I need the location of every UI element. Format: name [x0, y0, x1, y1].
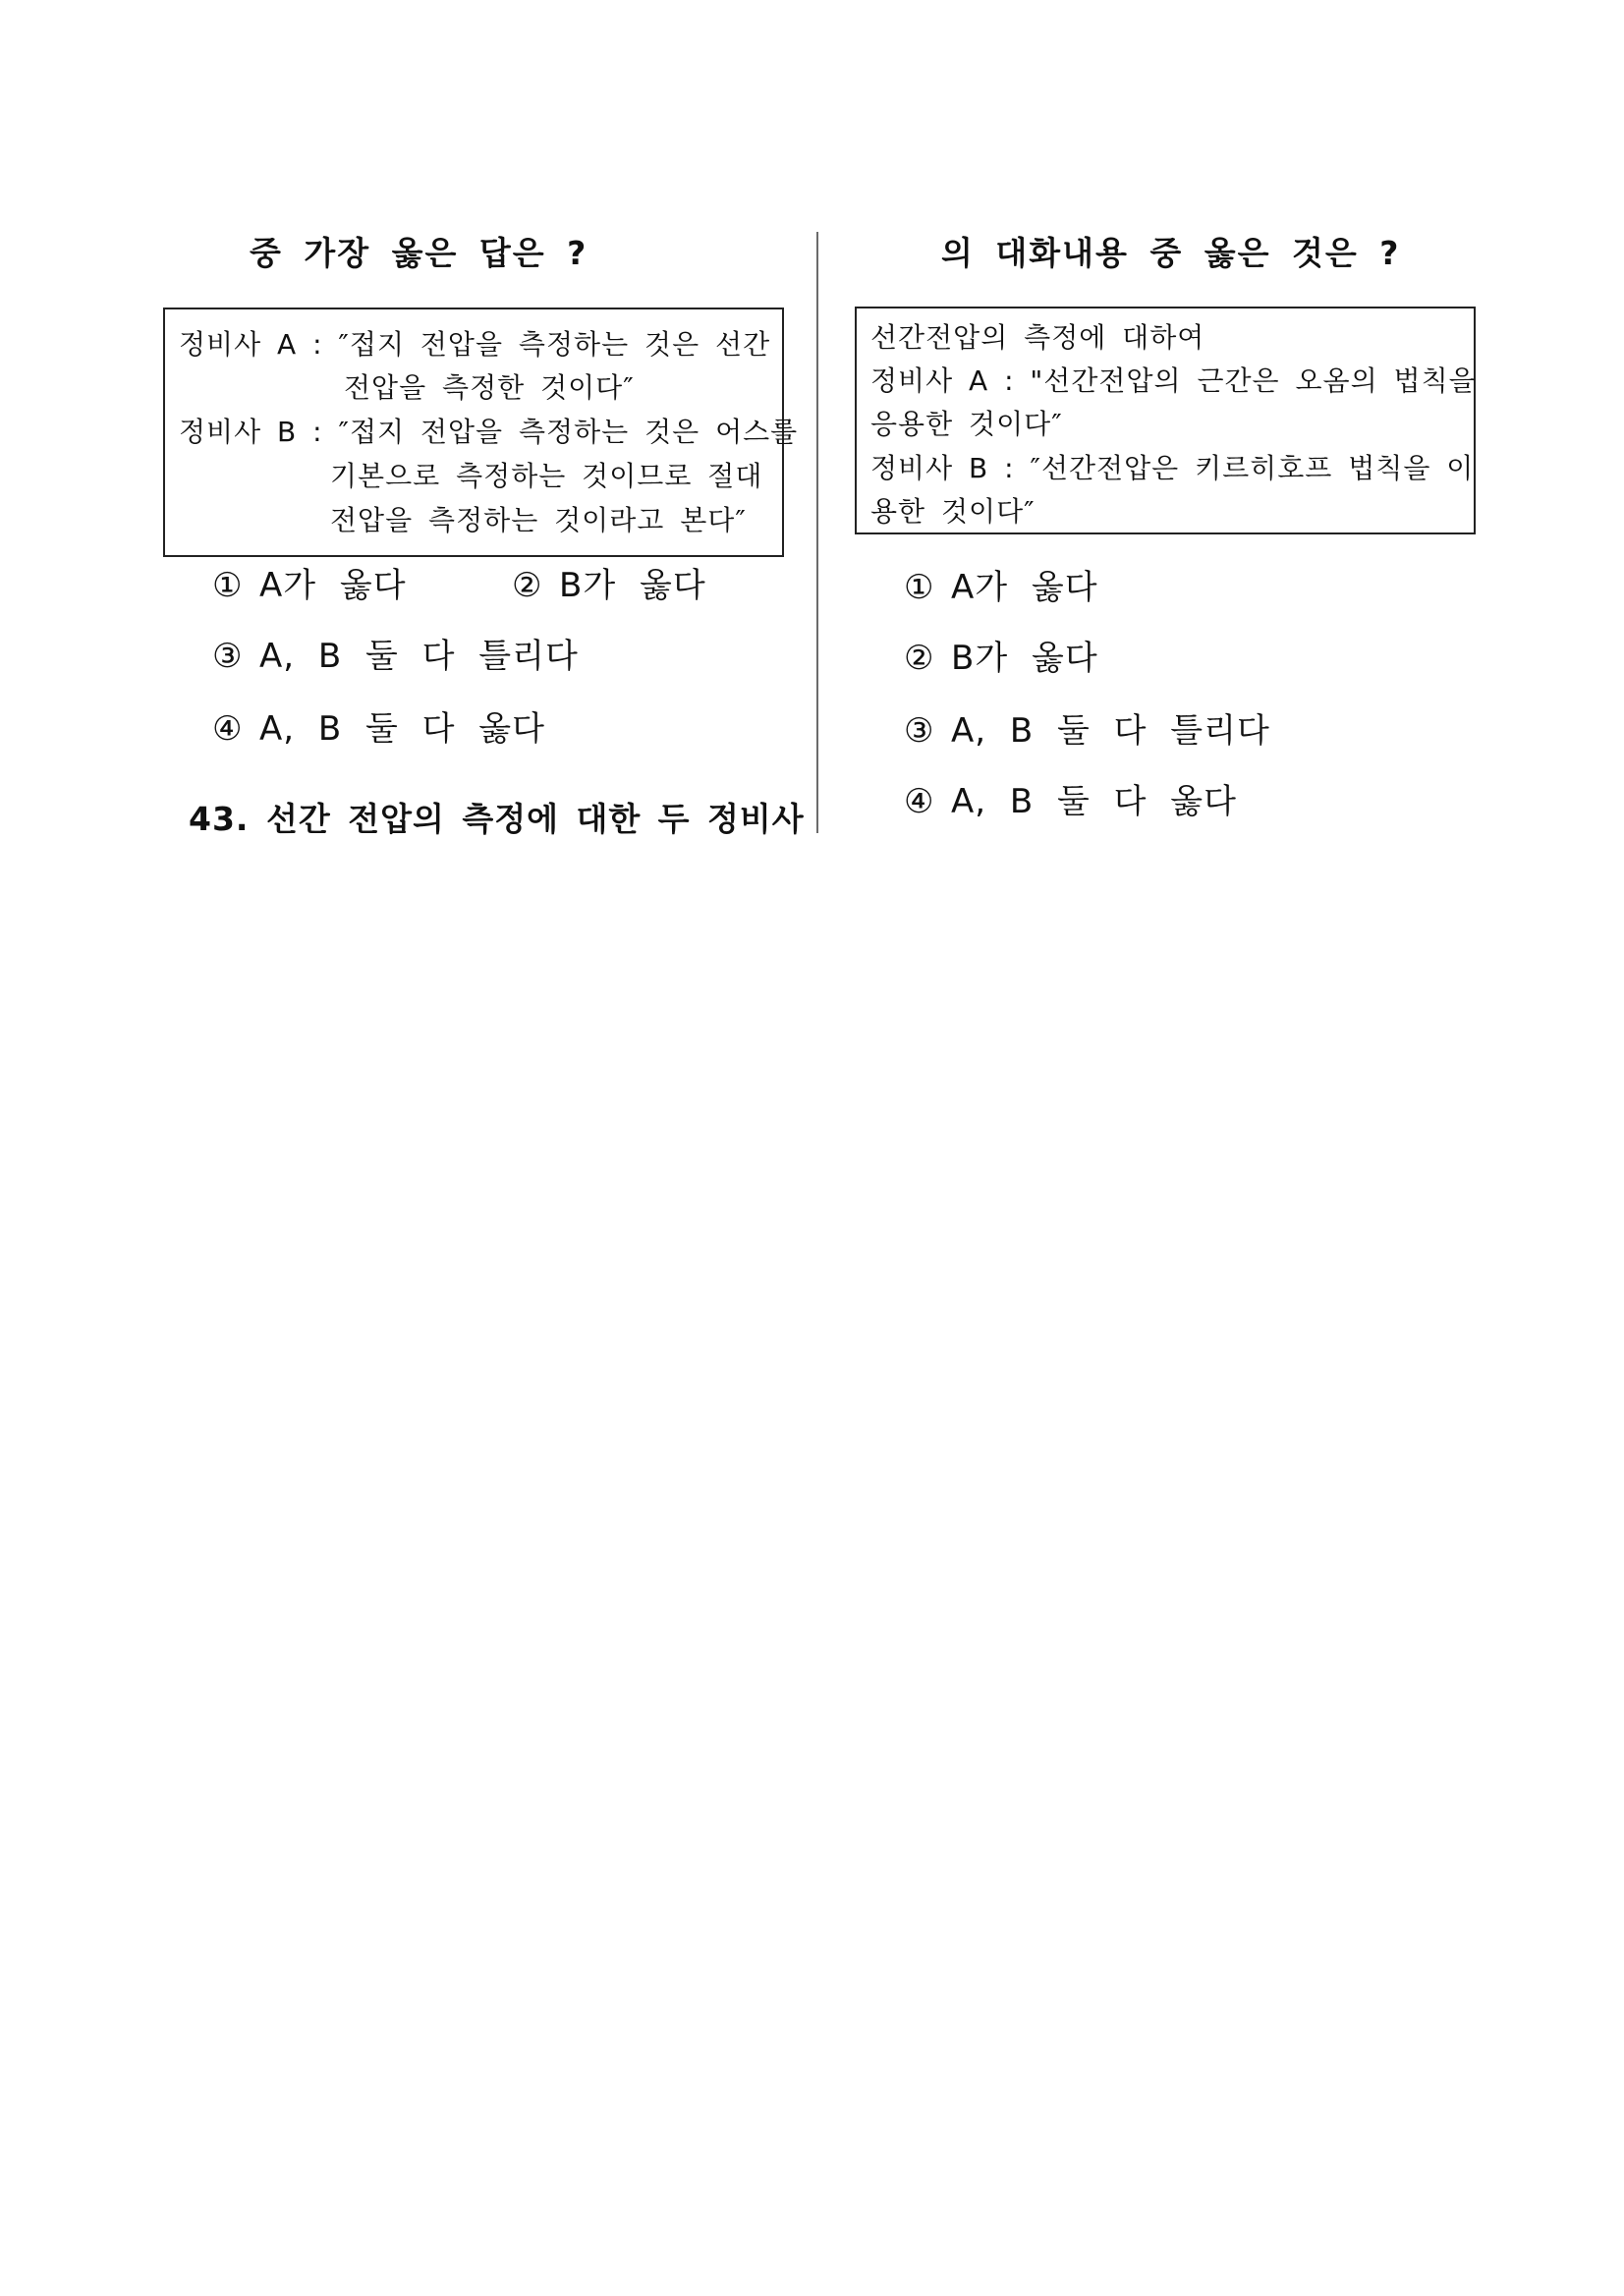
left-option-4-number: ④: [212, 709, 244, 749]
left-option-1-number: ①: [212, 566, 244, 605]
right-option-1-text: A가 옳다: [951, 568, 1098, 607]
left-box-line-2: 전압을 측정한 것이다″: [344, 371, 635, 404]
left-option-4[interactable]: [212, 701, 545, 750]
left-box-line-3: 정비사 B : ″접지 전압을 측정하는 것은 어스를: [179, 416, 799, 448]
left-dialogue-box: [163, 308, 799, 557]
left-option-2-number: ②: [512, 566, 543, 605]
column-divider: [816, 232, 818, 833]
right-option-4-text: A, B 둘 다 옳다: [951, 782, 1237, 821]
right-option-1-number: ①: [904, 568, 935, 607]
right-option-3-text: A, B 둘 다 틀리다: [951, 711, 1270, 751]
right-option-1[interactable]: [904, 560, 1098, 608]
right-option-3-number: ③: [904, 711, 935, 751]
left-box-line-5: 전압을 측정하는 것이라고 본다″: [330, 504, 747, 536]
right-box-line-4: 정비사 B : ″선간전압은 키르히호프 법칙을 이: [870, 452, 1475, 484]
left-option-3-number: ③: [212, 637, 244, 676]
next-question-heading: 43. 선간 전압의 측정에 대한 두 정비사: [189, 800, 805, 838]
left-box-line-1: 정비사 A : ″접지 전압을 측정하는 것은 선간: [179, 328, 771, 361]
right-question-heading: 의 대화내용 중 옳은 것은 ?: [941, 234, 1401, 272]
left-option-3-text: A, B 둘 다 틀리다: [259, 637, 579, 676]
left-option-1-text: A가 옳다: [259, 566, 407, 605]
left-question-heading: 중 가장 옳은 답은 ?: [250, 234, 588, 272]
right-option-4[interactable]: [904, 774, 1237, 822]
right-box-line-1: 선간전압의 측정에 대하여: [870, 321, 1205, 354]
left-option-3[interactable]: [212, 629, 579, 677]
right-dialogue-box: [855, 307, 1476, 534]
right-option-2[interactable]: [904, 631, 1098, 679]
right-box-line-2: 정비사 A : "선간전압의 근간은 오옴의 법칙을: [870, 364, 1477, 397]
right-option-3[interactable]: [904, 703, 1270, 752]
left-option-2-text: B가 옳다: [559, 566, 706, 605]
right-option-2-text: B가 옳다: [951, 639, 1098, 678]
right-box-line-5: 용한 것이다″: [870, 495, 1036, 528]
left-option-1[interactable]: [212, 558, 407, 606]
right-option-2-number: ②: [904, 639, 935, 678]
left-box-line-4: 기본으로 측정하는 것이므로 절대: [330, 460, 763, 492]
right-option-4-number: ④: [904, 782, 935, 821]
left-option-2[interactable]: [512, 558, 706, 606]
left-option-4-text: A, B 둘 다 옳다: [259, 709, 545, 749]
right-box-line-3: 응용한 것이다″: [870, 408, 1063, 440]
